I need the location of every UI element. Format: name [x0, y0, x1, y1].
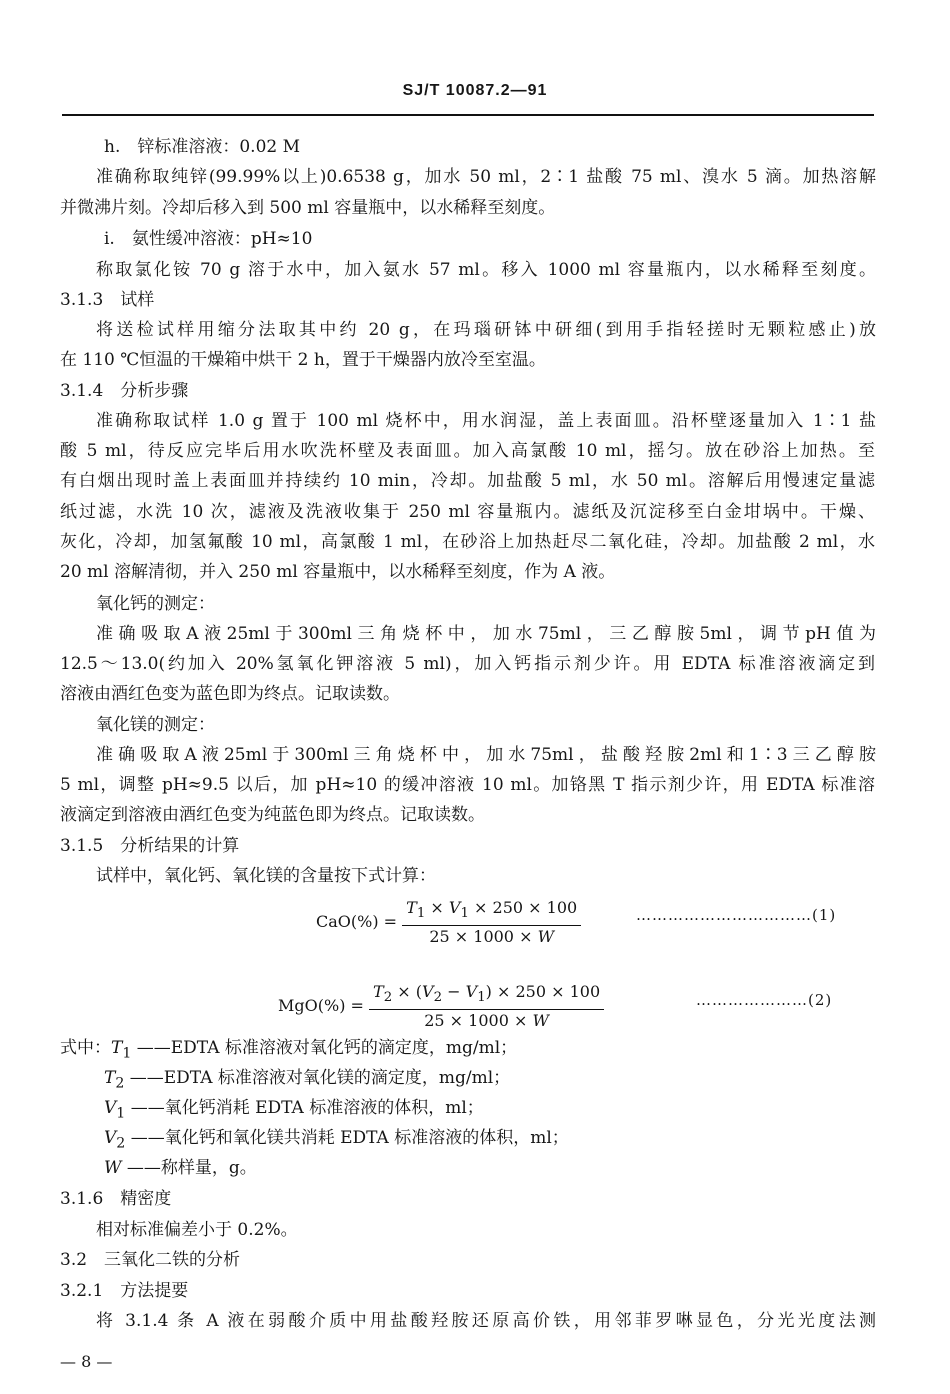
paragraph-line: 20 ml 溶解清彻，并入 250 ml 容量瓶中，以水稀释至刻度，作为 A 液。	[60, 562, 616, 582]
fraction	[402, 897, 581, 948]
paragraph-line: 准确吸取A液25ml于300ml三角烧杯中，加水75ml，盐酸羟胺2ml和1∶3三乙醇胺	[96, 745, 876, 765]
definition-t2: $T_2$ ——EDTA 标准溶液对氧化镁的滴定度，mg/ml；	[104, 1068, 511, 1092]
paragraph-line: 液滴定到溶液由酒红色变为纯蓝色即为终点。记取读数。	[60, 805, 485, 825]
fraction-numerator: $T_1 \times V_1 \times 250 \times 100$	[402, 897, 581, 926]
fraction-denominator: 25 × 1000 × W	[429, 927, 555, 947]
paragraph-line: 有白烟出现时盖上表面皿并持续约 10 min，冷却。加盐酸 5 ml，水 50 ml。溶解后用慢速定量滤	[60, 471, 875, 491]
page-number: — 8 —	[60, 1352, 113, 1371]
item-h-title: h. 锌标准溶液：0.02 M	[104, 137, 301, 157]
fraction-denominator: 25 × 1000 × W	[424, 1011, 549, 1031]
paragraph-line: 并微沸片刻。冷却后移入到 500 ml 容量瓶中，以水稀释至刻度。	[60, 198, 556, 218]
item-i-title: i. 氨性缓冲溶液：pH≈10	[104, 229, 313, 249]
header-rule	[62, 114, 874, 116]
paragraph-line: 5 ml，调整 pH≈9.5 以后，加 pH≈10 的缓冲溶液 10 ml。加铬黑 T 指示剂少许，用 EDTA 标准溶	[60, 775, 875, 795]
section-heading-3-1-3: 3.1.3 试样	[60, 290, 155, 310]
fraction-numerator: $T_2 \times (V_2 - V_1) \times 250 \times 100$	[369, 981, 604, 1010]
paragraph-line: 称取氯化铵 70 g 溶于水中，加入氨水 57 ml。移入 1000 ml 容量瓶内，以水稀释至刻度。	[96, 260, 876, 280]
subheading-mgo: 氧化镁的测定：	[96, 715, 215, 735]
paragraph-line: 准确称取试样 1.0 g 置于 100 ml 烧杯中，用水润湿，盖上表面皿。沿杯壁逐量加入 1∶1 盐	[96, 411, 876, 431]
formula-cao	[316, 897, 581, 948]
fraction	[369, 981, 604, 1032]
paragraph-line: 准确吸取A液25ml于300ml三角烧杯中，加水75ml，三乙醇胺5ml，调节pH值为	[96, 624, 876, 644]
paragraph-line: 12.5～13.0(约加入 20%氢氧化钾溶液 5 ml)，加入钙指示剂少许。用 EDTA 标准溶液滴定到	[60, 654, 875, 674]
formula-lhs: MgO(%) =	[278, 996, 364, 1016]
subheading-cao: 氧化钙的测定：	[96, 594, 215, 614]
section-heading-3-2: 3.2 三氧化二铁的分析	[60, 1250, 241, 1270]
section-heading-3-1-6: 3.1.6 精密度	[60, 1189, 172, 1209]
paragraph-line: 试样中，氧化钙、氧化镁的含量按下式计算：	[96, 866, 436, 886]
formula-mgo	[278, 981, 604, 1032]
definition-w: W ——称样量，g。	[104, 1158, 257, 1178]
paragraph-line: 将送检试样用缩分法取其中约 20 g，在玛瑙研钵中研细(到用手指轻搓时无颗粒感止)放	[96, 320, 876, 340]
paragraph-line: 准确称取纯锌(99.99%以上)0.6538 g，加水 50 ml，2∶1 盐酸 75 ml、溴水 5 滴。加热溶解	[96, 167, 876, 187]
formula-lhs: CaO(%) =	[316, 912, 398, 932]
definition-t1: 式中：$T_1$ ——EDTA 标准溶液对氧化钙的滴定度，mg/ml；	[60, 1038, 518, 1062]
page-header: SJ/T 10087.2—91	[402, 82, 548, 99]
paragraph-line: 溶液由酒红色变为蓝色即为终点。记取读数。	[60, 684, 400, 704]
definition-v1: $V_1$ ——氧化钙消耗 EDTA 标准溶液的体积，ml；	[104, 1098, 484, 1122]
definition-v2: $V_2$ ——氧化钙和氧化镁共消耗 EDTA 标准溶液的体积，ml；	[104, 1128, 569, 1152]
equation-number-1: ……………………………(1)	[636, 906, 837, 924]
paragraph-line: 将 3.1.4 条 A 液在弱酸介质中用盐酸羟胺还原高价铁，用邻菲罗啉显色，分光光度法测	[96, 1311, 876, 1331]
section-heading-3-1-5: 3.1.5 分析结果的计算	[60, 836, 240, 856]
section-heading-3-1-4: 3.1.4 分析步骤	[60, 381, 189, 401]
paragraph-line: 灰化，冷却，加氢氟酸 10 ml，高氯酸 1 ml，在砂浴上加热赶尽二氧化硅，冷却。加盐酸 2 ml，水	[60, 532, 875, 552]
paragraph-line: 在 110 ℃恒温的干燥箱中烘干 2 h，置于干燥器内放冷至室温。	[60, 350, 546, 370]
section-heading-3-2-1: 3.2.1 方法提要	[60, 1281, 189, 1301]
paragraph-line: 相对标准偏差小于 0.2%。	[96, 1220, 298, 1240]
paragraph-line: 酸 5 ml，待反应完毕后用水吹洗杯壁及表面皿。加入高氯酸 10 ml，摇匀。放在砂浴上加热。至	[60, 441, 875, 461]
paragraph-line: 纸过滤，水洗 10 次，滤液及洗液收集于 250 ml 容量瓶内。滤纸及沉淀移至白金坩埚中。干燥、	[60, 502, 875, 522]
equation-number-2: …………………(2)	[696, 991, 833, 1009]
